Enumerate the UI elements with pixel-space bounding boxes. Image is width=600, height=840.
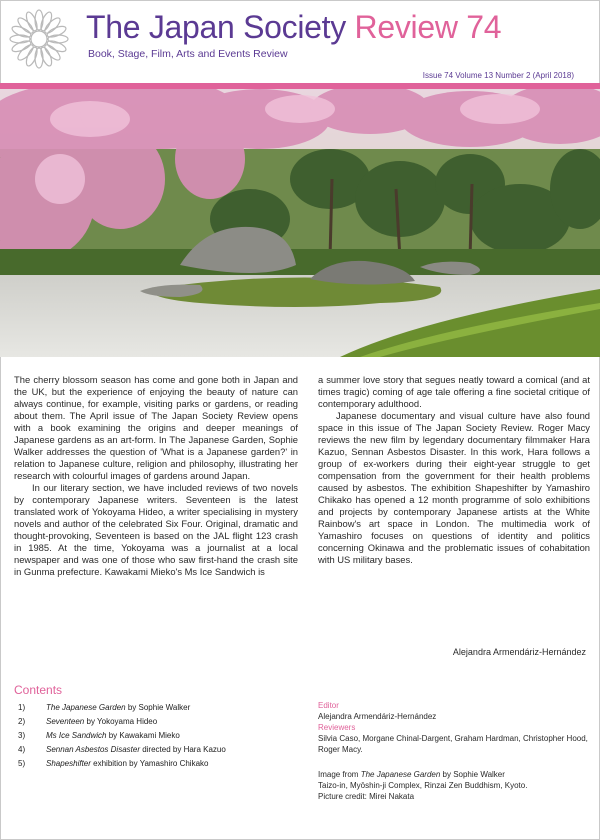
contents-item-title: Seventeen [46, 717, 85, 726]
contents-item-detail: directed by Hara Kazuo [139, 745, 226, 754]
image-book-title: The Japanese Garden [360, 770, 441, 779]
hero-garden-photo [0, 89, 600, 357]
contents-item-number: 3) [18, 731, 26, 740]
reviewers-label: Reviewers [318, 723, 356, 732]
article-paragraph: a summer love story that segues neatly toward a comical (and at times tragic) coming of age tale offering a fine societal critique of contemporary adulthood. [318, 374, 590, 409]
article-column-right [318, 374, 590, 566]
contents-item-detail: by Sophie Walker [125, 703, 191, 712]
image-suffix: by Sophie Walker [440, 770, 505, 779]
contents-item [18, 729, 298, 743]
contents-item [18, 715, 298, 729]
contents-list [18, 701, 298, 771]
contents-item-number: 1) [18, 703, 26, 712]
image-location: Taizo-in, Myōshin-ji Complex, Rinzai Zen Buddhism, Kyoto. [318, 781, 528, 790]
contents-item-number: 2) [18, 717, 26, 726]
contents-item [18, 743, 298, 757]
title-accent: Review 74 [354, 9, 502, 45]
contents-item-title: Sennan Asbestos Disaster [46, 745, 140, 754]
editor-name: Alejandra Armendáriz-Hernández [318, 712, 437, 721]
article-paragraph: The cherry blossom season has come and gone both in Japan and the UK, but the experience of enjoying the beauty of nature can always continue, for example, visiting parks or gardens, or reading about them. The April issue of The Japan Society Review opens with a book examining the origins and deeper meanings of Japanese gardens as an art-form. In The Japanese Garden, Sophie Walker addresses the question of 'What is a Japanese garden?' in relation to Japanese culture, religion and philosophy, illustrating her research with colourful images of gardens around Japan. [14, 374, 298, 481]
image-credit: Picture credit: Mirei Nakata [318, 792, 415, 801]
title-main: The Japan Society [86, 9, 346, 45]
image-prefix: Image from [318, 770, 361, 779]
issue-line: Issue 74 Volume 13 Number 2 (April 2018) [422, 71, 574, 80]
contents-item [18, 757, 298, 771]
contents-heading: Contents [14, 683, 63, 697]
contents-item-title: Shapeshifter [46, 759, 91, 768]
contents-item-number: 4) [18, 745, 26, 754]
article-column-left [14, 374, 298, 578]
article-paragraph: Japanese documentary and visual culture have also found space in this issue of The Japan Society Review. Roger Macy reviews the new film by legendary documentary filmmaker Hara Kazuo, Sennan Asbestos Disaster. In this work, Hara follows a group of ex-workers during their eight-year struggle to get compensation from the government for their health problems caused by asbestos. The exhibition Shapeshifter by Yamashiro Chikako has opened a 12 month programme of solo exhibitions and projects by contemporary Japanese artists at the White Rainbow's art space in London. The multimedia work of Yamashiro focuses on questions of identity and politics concerning Okinawa and the problematic issues of cohabitation with US military bases. [318, 410, 590, 565]
image-caption [318, 769, 590, 780]
contents-item-title: Ms Ice Sandwich [46, 731, 107, 740]
contents-item [18, 701, 298, 715]
contents-item-number: 5) [18, 759, 26, 768]
contents-item-detail: by Kawakami Mieko [106, 731, 180, 740]
editor-label: Editor [318, 701, 339, 710]
reviewers-names: Silvia Caso, Morgane Chinal-Dargent, Graham Hardman, Christopher Hood, Roger Macy. [318, 734, 588, 754]
editor-signature: Alejandra Armendáriz-Hernández [452, 647, 586, 657]
masthead-subtitle: Book, Stage, Film, Arts and Events Review [88, 48, 288, 60]
chrysanthemum-crest-icon [8, 8, 70, 70]
masthead-title [86, 10, 501, 44]
article-paragraph: In our literary section, we have included reviews of two novels by contemporary Japanese writers. Seventeen is the latest translated work of Yokoyama Hideo, a writer specialising in mystery novels and author of the celebrated Six Four. Original, dramatic and thought-provoking, Seventeen is based on the JAL flight 123 crash in 1985. At the time, Yokoyama was a journalist at a local newspaper and was one of those who saw first-hand the crash site in Gunma prefecture. Kawakami Mieko's Ms Ice Sandwich is [14, 482, 298, 577]
contents-item-detail: by Yokoyama Hideo [84, 717, 158, 726]
contents-item-detail: exhibition by Yamashiro Chikako [90, 759, 209, 768]
credits-block [318, 700, 590, 802]
contents-item-title: The Japanese Garden [46, 703, 126, 712]
